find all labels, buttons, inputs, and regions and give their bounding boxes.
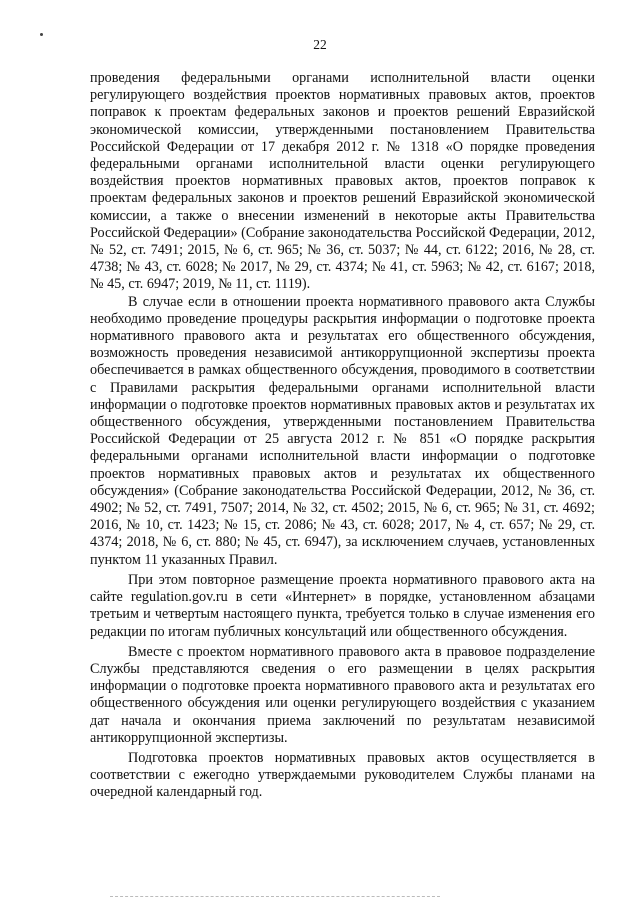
paragraph-disclosure: В случае если в отношении проекта нормативного правового акта Службы необходимо проведение процедуры раскрытия информации о подготовке проекта нормативного правового акта и результатах его общественного обсуждения, возможность проведения независимой антикоррупционной экспертизы проекта обеспечивается в рамках общественного обсуждения, проводимого в соответствии с Правилами раскрытия федеральными органами исполнительной власти информации о подготовке проектов нормативных правовых актов и результатах их общественного обсуждения, утвержденными постановлением Правительства Российской Федерации от 25 августа 2012 г. № 851 «О порядке раскрытия федеральными органами исполнительной власти информации о подготовке проектов нормативных правовых актов и результатах их общественного обсуждения» (Собрание законодательства Российской Федерации, 2012, № 36, ст. 4902; № 52, ст. 7491, 7507; 2014, № 32, ст. 4502; 2015, № 6, ст. 965; № 31, ст. 4692; 2016, № 10, ст. 1423; № 15, ст. 2086; № 43, ст. 6028; 2017, № 4, ст. 657; № 29, ст. 4374; 2018, № 6, ст. 880; № 45, ст. 6947), за исключением случаев, установленных пунктом 11 указанных Правил. — [90, 293, 595, 568]
paragraph-continuation: проведения федеральными органами исполнительной власти оценки регулирующего воздействия проектов нормативных правовых актов, проектов поправок к проектам федеральных законов и проектов решений Евразийской экономической комиссии, утвержденными постановлением Правительства Российской Федерации от 17 декабря 2012 г. № 1318 «О порядке проведения федеральными органами исполнительной власти оценки регулирующего воздействия проектов нормативных правовых актов, проектов поправок к проектам федеральных законов и проектов решений Евразийской экономической комиссии, а также о внесении изменений в некоторые акты Правительства Российской Федерации» (Собрание законодательства Российской Федерации, 2012, № 52, ст. 7491; 2015, № 6, ст. 965; № 36, ст. 5037; № 44, ст. 6122; 2016, № 28, ст. 4738; № 43, ст. 6028; № 2017, № 29, ст. 4374; № 41, ст. 5963; № 42, ст. 6167; 2018, № 45, ст. 6947; 2019, № 11, ст. 1119). — [90, 70, 596, 293]
paragraph-legal-submission: Вместе с проектом нормативного правового акта в правовое подразделение Службы представляются сведения о его размещении в целях раскрытия информации о подготовке проекта нормативного правового акта и результатах его общественного обсуждения или оценки регулирующего воздействия с указанием дат начала и окончания приема заключений по результатам независимой антикоррупционной экспертизы. — [90, 643, 595, 746]
bottom-edge-artifact — [110, 896, 440, 898]
page-number: 22 — [313, 37, 327, 52]
paragraph-annual-plans: Подготовка проектов нормативных правовых актов осуществляется в соответствии с ежегодно утверждаемыми руководителем Службы планами на очередной календарный год. — [90, 749, 595, 801]
paragraph-repeat-posting: При этом повторное размещение проекта нормативного правового акта на сайте regulation.gov.ru в сети «Интернет» в порядке, установленном абзацами третьим и четвертым настоящего пункта, требуется только в случае изменения его редакции по итогам публичных консультаций или общественного обсуждения. — [90, 571, 595, 640]
scan-dot — [40, 33, 43, 36]
document-body — [90, 70, 595, 802]
